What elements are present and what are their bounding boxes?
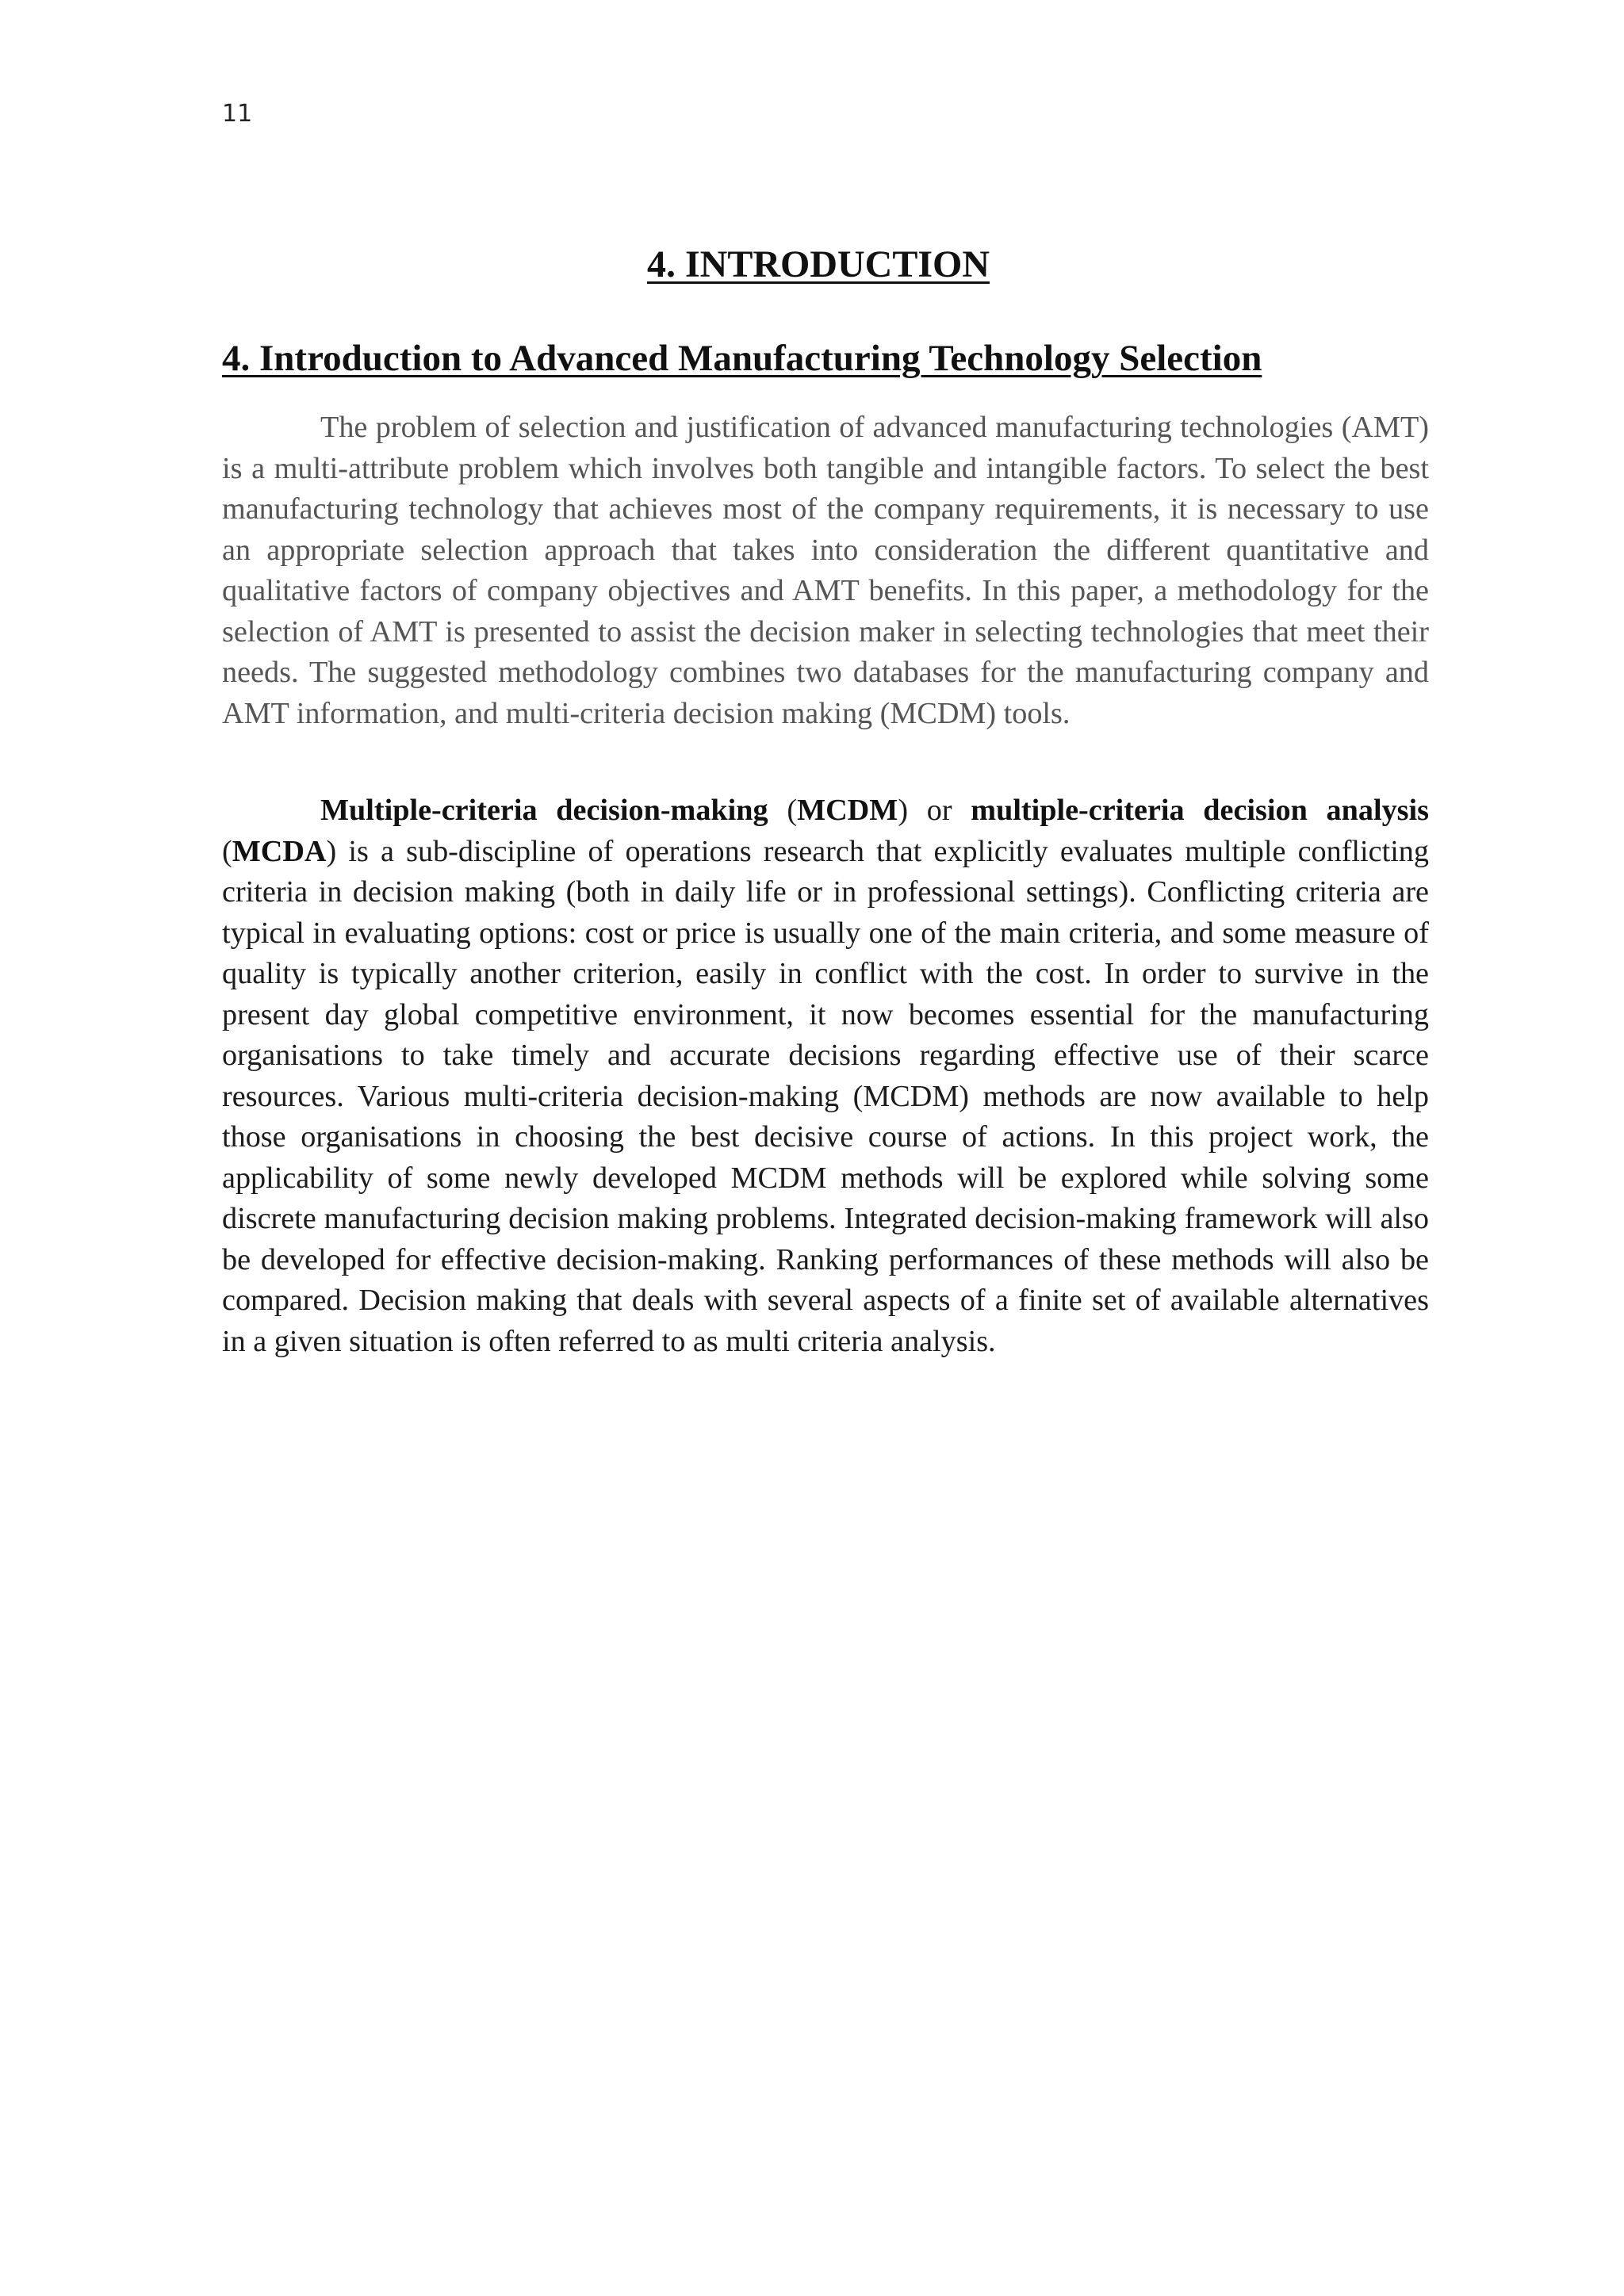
paragraph-mcdm: [222, 790, 1429, 1362]
paren-open: (: [222, 834, 232, 868]
paragraph-amt-selection: [222, 408, 1429, 734]
abbr-mcda: MCDA: [232, 834, 327, 868]
paragraph-text: The problem of selection and justification of advanced manufacturing technologies (AMT) is a multi-attribute problem which involves both tangible and intangible factors. To select the best manufacturing technology that achieves most of the company requirements, it is necessary to use an appropriate selection approach that takes into consideration the different quantitative and qualitative factors of company objectives and AMT benefits. In this paper, a methodology for the selection of AMT is presented to assist the decision maker in selecting technologies that meet their needs. The suggested methodology combines two databases for the manufacturing company and AMT information, and multi-criteria decision making (MCDM) tools.: [222, 411, 1429, 730]
abbr-mcdm: MCDM: [797, 794, 898, 827]
paragraph-text: ) is a sub-discipline of operations research that explicitly evaluates multiple conflicting criteria in decision making (both in daily life or in professional settings). Conflicting criteria are typical in evaluating options: cost or price is usually one of the main criteria, and some measure of quality is typically another criterion, easily in conflict with the cost. In order to survive in the present day global competitive environment, it now becomes essential for the manufacturing organisations to take timely and accurate decisions regarding effective use of their scarce resources. Various multi-criteria decision-making (MCDM) methods are now available to help those organisations in choosing the best decisive course of actions. In this project work, the applicability of some newly developed MCDM methods will be explored while solving some discrete manufacturing decision making problems. Integrated decision-making framework will also be developed for effective decision-making. Ranking performances of these methods will also be compared. Decision making that deals with several aspects of a finite set of available alternatives in a given situation is often referred to as multi criteria analysis.: [222, 834, 1429, 1358]
chapter-title: 4. INTRODUCTION: [646, 243, 990, 285]
page-number: 11: [222, 100, 253, 128]
section-title: 4. Introduction to Advanced Manufacturing Technology Selection: [222, 338, 1262, 379]
term-mcda: multiple-criteria decision analysis: [971, 794, 1430, 827]
paren-open: (: [768, 794, 798, 827]
term-mcdm: Multiple-criteria decision-making: [320, 794, 768, 827]
connector-text: ) or: [898, 794, 971, 827]
